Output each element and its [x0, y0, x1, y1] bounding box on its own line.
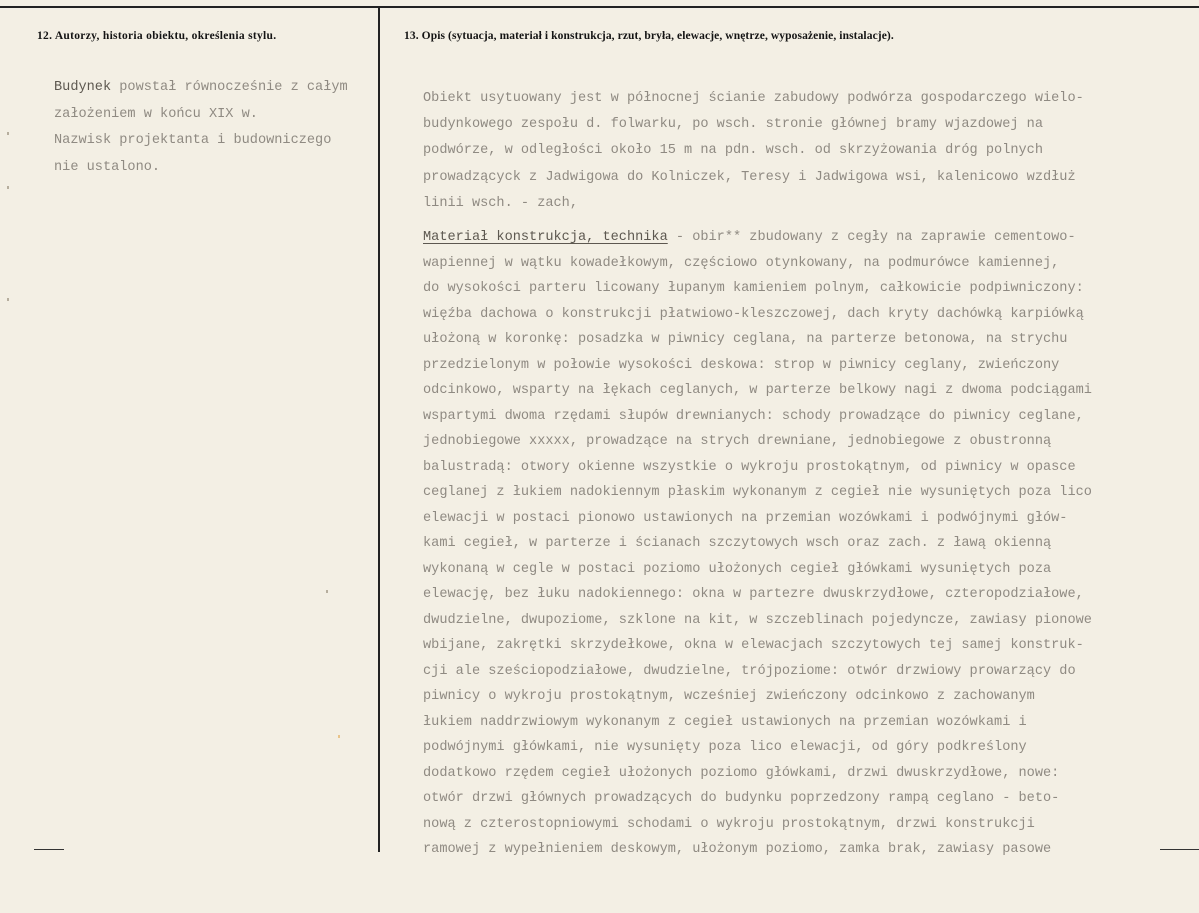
text-line: Obiekt usytuowany jest w północnej ścianie zabudowy podwórza gospodarczego wielo- — [423, 91, 1084, 106]
section-13-header: 13. Opis (sytuacja, materiał i konstrukcja, rzut, bryła, elewacje, wnętrze, wyposażenie, instalacje). — [404, 30, 894, 42]
text-line: wspartymi dwoma rzędami słupów drewnianych: schody prowadzące do piwnicy ceglane, — [423, 408, 1084, 424]
location-paragraph — [423, 86, 1163, 217]
section-12-line: założeniem w końcu XIX w. — [54, 106, 258, 122]
text-line: balustradą: otwory okienne wszystkie o wykroju prostokątnym, od piwnicy w opasce — [423, 459, 1076, 475]
paper-speck — [7, 132, 9, 135]
text-line: przedzielonym w połowie wysokości deskowa: strop w piwnicy ceglany, zwieńczony — [423, 357, 1060, 373]
text-line: podwórze, w odległości około 15 m na pdn. wsch. od skrzyżowania dróg polnych — [423, 143, 1043, 159]
text-line: dwudzielne, dwupoziome, szklone na kit, w szczeblinach pojedyncze, zawiasy pionowe — [423, 612, 1092, 628]
paper-speck — [326, 590, 328, 593]
text-line: cji ale sześciopodziałowe, dwudzielne, trójpoziome: otwór drzwiowy prowarzący do — [423, 663, 1076, 679]
bottom-right-tick — [1160, 849, 1199, 850]
text-line: wbijane, zakrętki skrzydełkowe, okna w elewacjach szczytowych tej samej konstruk- — [423, 638, 1084, 654]
section-13-text — [423, 86, 1163, 863]
construction-heading: Materiał konstrukcja, technika — [423, 230, 668, 246]
text-line: jednobiegowe xxxxx, prowadzące na strych drewniane, jednobiegowe z obustronną — [423, 434, 1052, 450]
text-line: nową z czterostopniowymi schodami o wykroju prostokątnym, drzwi konstrukcji — [423, 816, 1035, 832]
section-12-header: 12. Autorzy, historia obiektu, określenia stylu. — [37, 30, 277, 42]
paper-speck — [7, 298, 9, 301]
text-line: kami cegieł, w parterze i ścianach szczytowych wsch oraz zach. z ławą okienną — [423, 536, 1052, 552]
text-line: prowadzącyck z Jadwigowa do Kolniczek, Teresy i Jadwigowa wsi, kalenicowo wzdłuż — [423, 169, 1076, 185]
text-line: elewację, bez łuku nadokiennego: okna w partezre dwuskrzydłowe, czteropodziałowe, — [423, 587, 1084, 603]
text-line: podwójnymi główkami, nie wysunięty poza lico elewacji, od góry podkreślony — [423, 740, 1027, 756]
section-12-text — [54, 75, 374, 181]
text-line: wykonaną w cegle w postaci poziomo ułożonych cegieł główkami wysuniętych poza — [423, 561, 1052, 577]
text-line: dodatkowo rzędem cegieł ułożonych poziomo główkami, drzwi dwuskrzydłowe, nowe: — [423, 765, 1060, 781]
text-line: linii wsch. - zach, — [423, 195, 578, 211]
paper-speck — [7, 186, 9, 189]
text-line: ceglanej z łukiem nadokiennym płaskim wykonanym z cegieł nie wysuniętych poza lico — [423, 485, 1092, 501]
text-line: łukiem naddrzwiowym wykonanym z cegieł ustawionych na przemian wozówkami i — [423, 714, 1027, 730]
text-line: elewacji w postaci pionowo ustawionych na przemian wozówkami i podwójnymi głów- — [423, 510, 1068, 526]
text-line: piwnicy o wykroju prostokątnym, wcześniej zwieńczony odcinkowo z zachowanym — [423, 689, 1035, 705]
text-line: budynkowego zespołu d. folwarku, po wsch. stronie głównej bramy wjazdowej na — [423, 117, 1043, 133]
text-line: ramowej z wypełnieniem deskowym, ułożonym poziomo, zamka brak, zawiasy pasowe — [423, 842, 1052, 858]
column-divider — [378, 6, 380, 852]
section-12-line: nie ustalono. — [54, 159, 161, 175]
text-line: Materiał konstrukcja, technika - obir** zbudowany z cegły na zaprawie cementowo- — [423, 230, 1076, 246]
text-line: więźba dachowa o konstrukcji płatwiowo-kleszczowej, dach kryty dachówką karpiówką — [423, 306, 1084, 322]
construction-paragraph — [423, 225, 1163, 863]
bottom-left-tick — [34, 849, 64, 850]
text-line: otwór drzwi głównych prowadzących do budynku poprzedzony rampą ceglano - beto- — [423, 791, 1060, 807]
top-border-line — [0, 6, 1199, 8]
lead-word: Budynek — [54, 80, 112, 95]
paper-speck — [338, 735, 340, 738]
text-line: odcinkowo, wsparty na łękach ceglanych, w parterze belkowy nagi z dwoma podciągami — [423, 383, 1092, 399]
text-line: ułożoną w koronkę: posadzka w piwnicy ceglana, na parterze betonowa, na strychu — [423, 332, 1068, 348]
text-line: do wysokości parteru licowany łupanym kamieniem polnym, całkowicie podpiwniczony: — [423, 281, 1084, 297]
section-12-line: Nazwisk projektanta i budowniczego — [54, 133, 332, 148]
section-12-line: Budynek powstał równocześnie z całym — [54, 80, 348, 95]
text-line: wapiennej w wątku kowadełkowym, częściowo otynkowany, na podmurówce kamiennej, — [423, 255, 1060, 271]
